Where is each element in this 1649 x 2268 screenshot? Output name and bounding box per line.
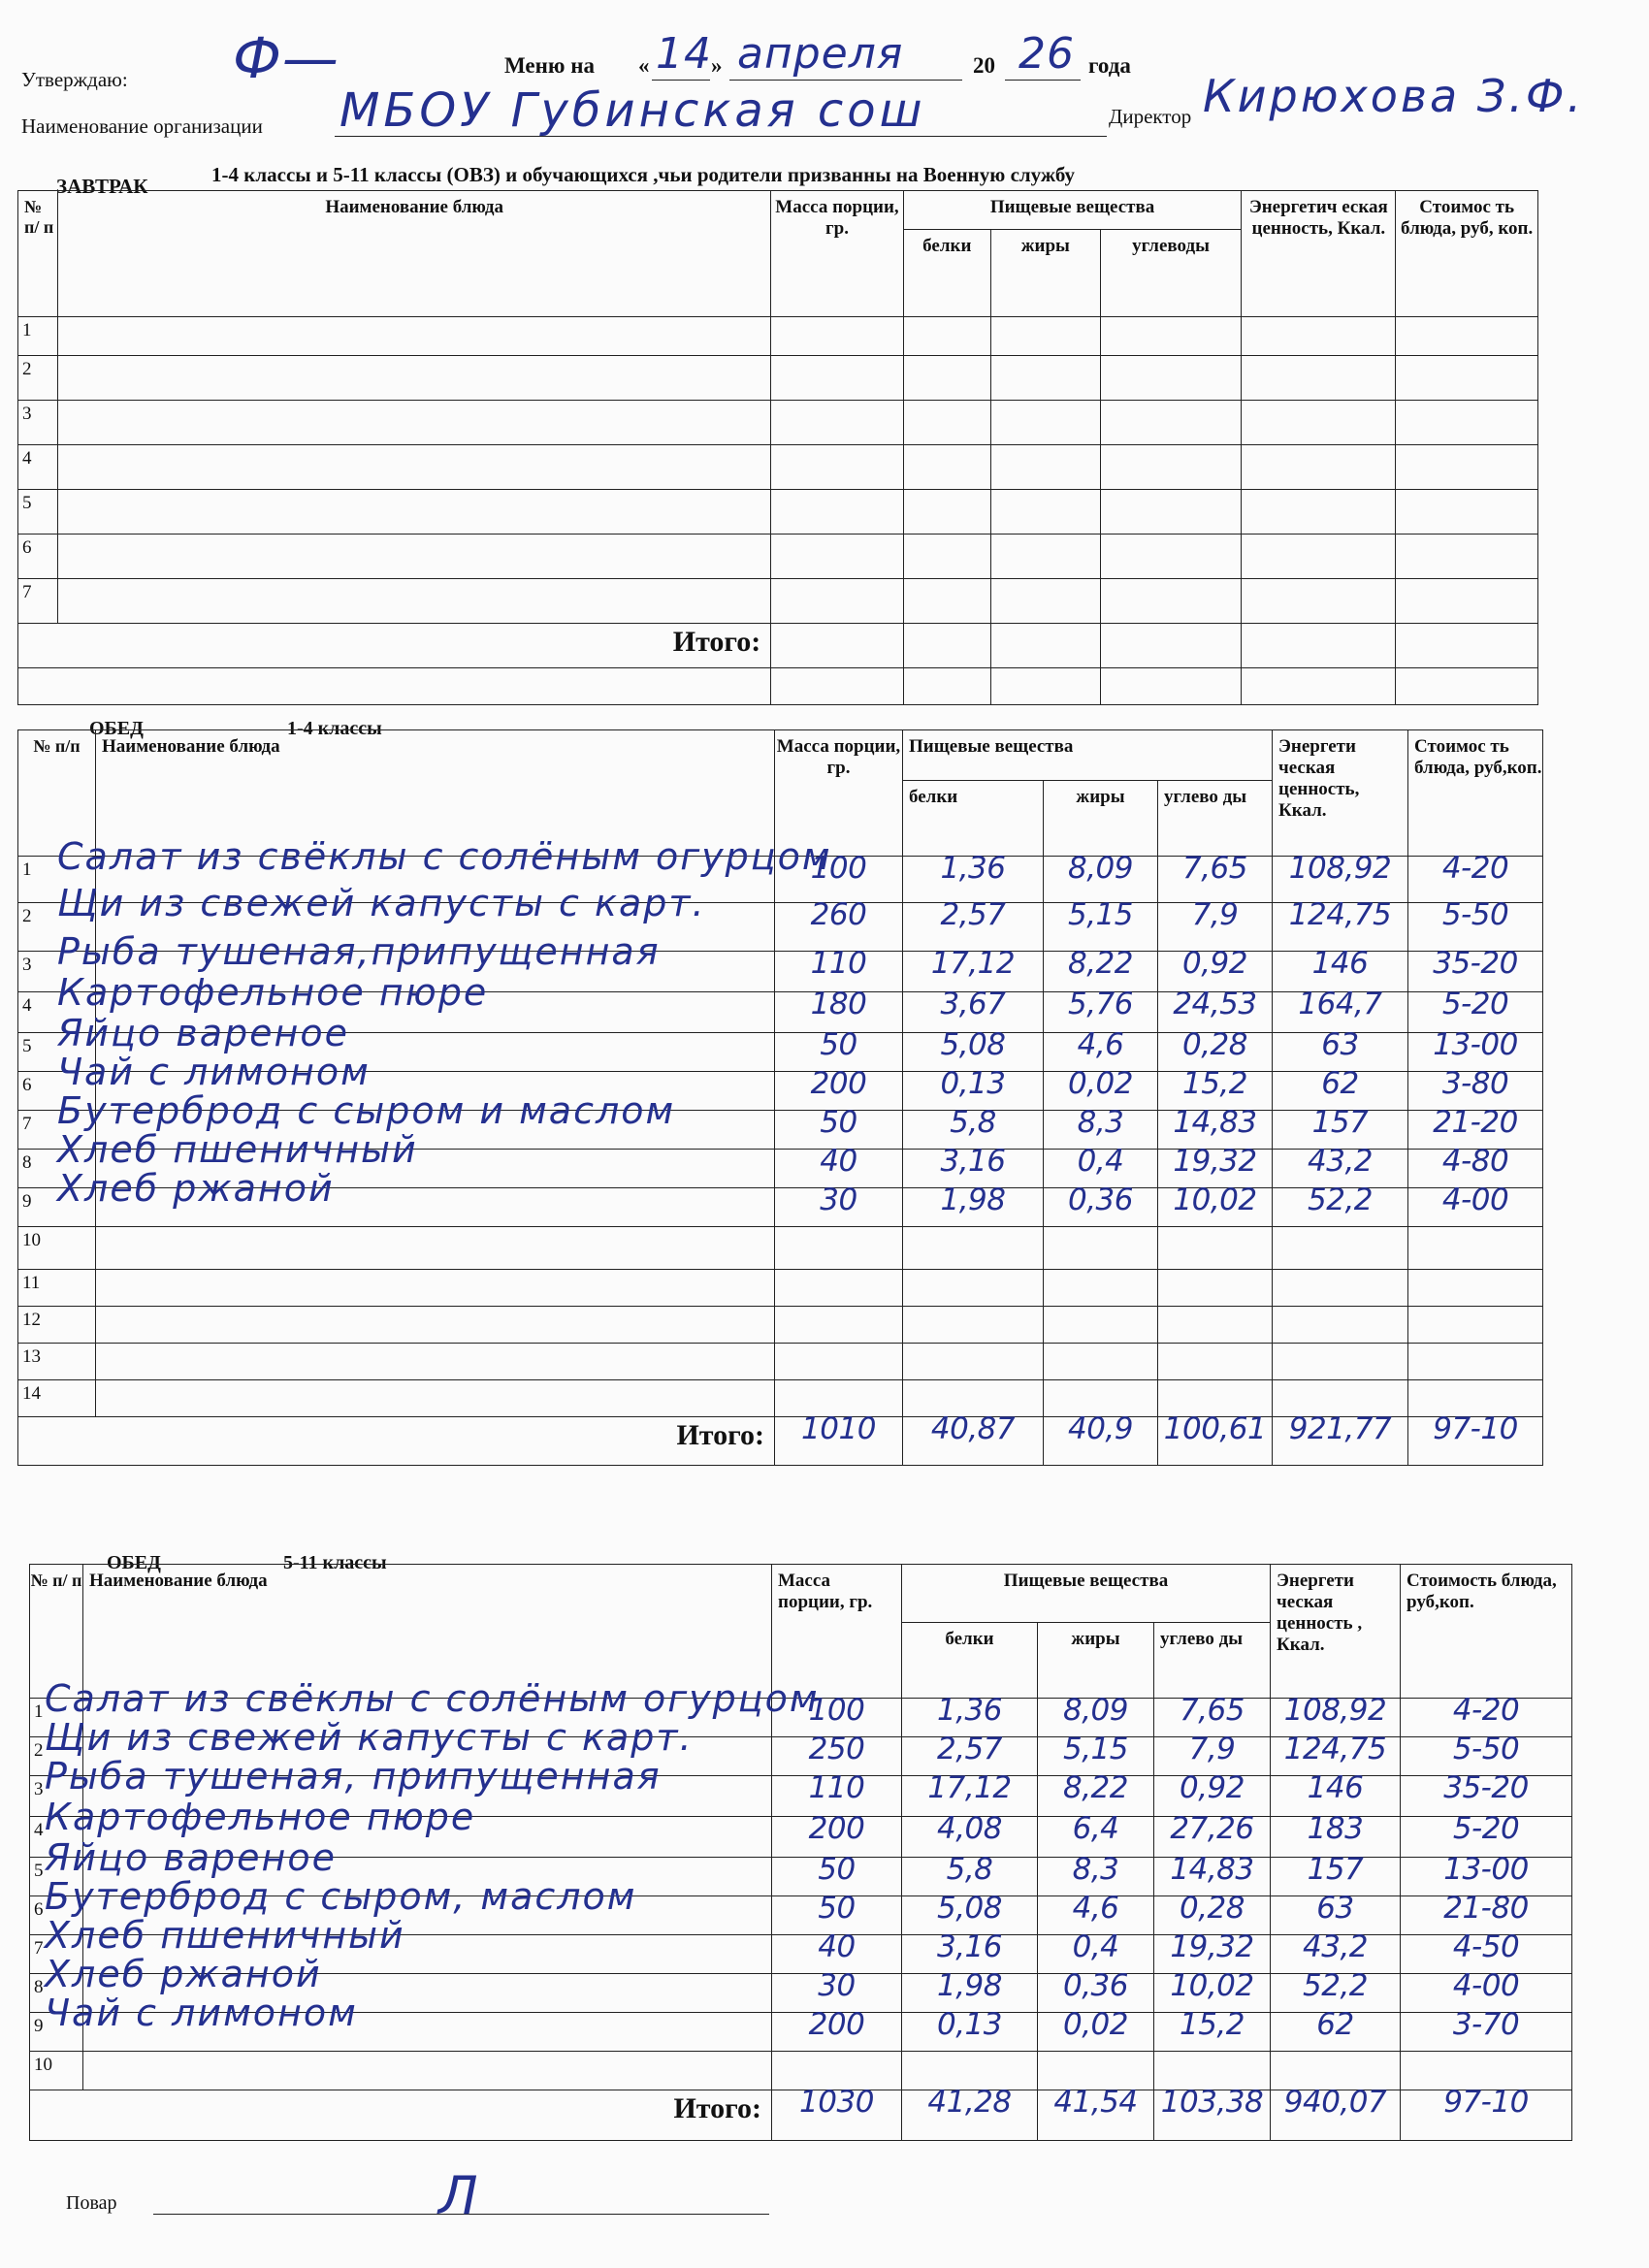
table-row: 7 <box>18 579 1538 624</box>
dish-name: Чай с лимоном <box>83 2013 772 2052</box>
row-number: 11 <box>18 1270 96 1307</box>
dish-name: Чай с лимоном <box>96 1072 775 1111</box>
dish-cost: 5-50 <box>1408 903 1543 952</box>
total-cost: 97-10 <box>1401 2090 1572 2141</box>
dish-carbs: 24,53 <box>1158 992 1273 1033</box>
dish-protein <box>903 1307 1044 1344</box>
dish-carbs: 7,9 <box>1154 1737 1271 1776</box>
row-number: 5 <box>18 1033 96 1072</box>
dish-protein: 1,36 <box>902 1699 1038 1737</box>
row-number: 6 <box>30 1896 83 1935</box>
dish-mass: 250 <box>772 1737 902 1776</box>
dish-fat: 0,4 <box>1044 1150 1158 1188</box>
breakfast-table <box>17 190 1538 705</box>
col-protein: белки <box>902 1623 1038 1699</box>
table-row <box>18 1344 1543 1380</box>
dish-mass <box>775 1270 903 1307</box>
dish-mass <box>775 1344 903 1380</box>
dish-name: Щи из свежей капусты с карт. <box>83 1737 772 1776</box>
dish-protein: 5,8 <box>903 1111 1044 1150</box>
dish-fat: 0,02 <box>1038 2013 1154 2052</box>
dish-mass <box>775 1227 903 1270</box>
org-value: МБОУ Губинская сош <box>340 83 926 138</box>
dish-protein: 1,98 <box>902 1974 1038 2013</box>
col-protein: белки <box>903 230 990 317</box>
dish-carbs: 10,02 <box>1158 1188 1273 1227</box>
dish-carbs: 15,2 <box>1158 1072 1273 1111</box>
dish-name <box>96 1307 775 1344</box>
row-number: 4 <box>18 992 96 1033</box>
dish-name: Картофельное пюре <box>83 1817 772 1858</box>
dish-energy: 146 <box>1271 1776 1401 1817</box>
col-energy: Энергетич еская ценность, Ккал. <box>1242 191 1396 317</box>
dish-carbs: 7,9 <box>1158 903 1273 952</box>
total-mass: 1030 <box>772 2090 902 2141</box>
dish-mass: 200 <box>772 1817 902 1858</box>
total-row <box>18 1417 1543 1466</box>
lunch14-section-desc: 1-4 классы <box>287 718 382 739</box>
year-prefix: 20 <box>973 53 995 78</box>
table-row: 3 <box>18 401 1538 445</box>
dish-name <box>96 1227 775 1270</box>
dish-cost: 4-20 <box>1401 1699 1572 1737</box>
col-name: Наименование блюда <box>83 1565 772 1699</box>
dish-mass: 180 <box>775 992 903 1033</box>
table-row <box>18 1270 1543 1307</box>
total-fat: 40,9 <box>1044 1417 1158 1466</box>
dish-protein: 0,13 <box>903 1072 1044 1111</box>
dish-name: Салат из свёклы с солёным огурцом <box>83 1699 772 1737</box>
dish-energy: 108,92 <box>1273 857 1408 903</box>
dish-name: Щи из свежей капусты с карт. <box>96 903 775 952</box>
dish-protein: 17,12 <box>903 952 1044 992</box>
dish-energy <box>1273 1270 1408 1307</box>
dish-carbs: 19,32 <box>1154 1935 1271 1974</box>
dish-fat: 0,4 <box>1038 1935 1154 1974</box>
dish-name: Бутерброд с сыром, маслом <box>83 1896 772 1935</box>
dish-name: Хлеб пшеничный <box>83 1935 772 1974</box>
total-carbs: 103,38 <box>1154 2090 1271 2141</box>
dish-energy: 63 <box>1273 1033 1408 1072</box>
dish-carbs: 7,65 <box>1154 1699 1271 1737</box>
dish-protein <box>903 1270 1044 1307</box>
col-name: Наименование блюда <box>58 191 771 317</box>
dish-cost <box>1408 1270 1543 1307</box>
dish-mass <box>775 1307 903 1344</box>
dish-fat: 5,15 <box>1038 1737 1154 1776</box>
col-nutrients: Пищевые вещества <box>903 191 1242 230</box>
row-number: 1 <box>18 857 96 903</box>
director-value: Кирюхова З.Ф. <box>1203 70 1585 122</box>
col-carbs: углево ды <box>1158 781 1273 857</box>
dish-energy: 157 <box>1271 1858 1401 1896</box>
row-number: 2 <box>30 1737 83 1776</box>
dish-energy: 63 <box>1271 1896 1401 1935</box>
dish-name: Картофельное пюре <box>96 992 775 1033</box>
total-mass: 1010 <box>775 1417 903 1466</box>
dish-carbs <box>1158 1227 1273 1270</box>
col-fat: жиры <box>1044 781 1158 857</box>
director-label: Директор <box>1109 105 1192 128</box>
dish-cost: 4-80 <box>1408 1150 1543 1188</box>
dish-mass: 50 <box>775 1033 903 1072</box>
row-number: 1 <box>30 1699 83 1737</box>
dish-fat: 5,15 <box>1044 903 1158 952</box>
table-row: 2 <box>18 356 1538 401</box>
dish-mass: 100 <box>772 1699 902 1737</box>
table-row: 4 <box>18 445 1538 490</box>
dish-name: Яйцо вареное <box>83 1858 772 1896</box>
col-num: № п/ п <box>18 191 58 317</box>
dish-cost: 4-00 <box>1408 1188 1543 1227</box>
dish-protein: 17,12 <box>902 1776 1038 1817</box>
dish-mass: 110 <box>775 952 903 992</box>
table-row: 6 <box>18 535 1538 579</box>
col-fat: жиры <box>990 230 1100 317</box>
col-nutrients: Пищевые вещества <box>902 1565 1271 1623</box>
dish-carbs: 14,83 <box>1154 1858 1271 1896</box>
dish-cost: 13-00 <box>1401 1858 1572 1896</box>
dish-fat: 5,76 <box>1044 992 1158 1033</box>
dish-energy: 146 <box>1273 952 1408 992</box>
dish-fat: 0,36 <box>1038 1974 1154 2013</box>
total-fat: 41,54 <box>1038 2090 1154 2141</box>
dish-energy: 52,2 <box>1273 1188 1408 1227</box>
dish-energy: 157 <box>1273 1111 1408 1150</box>
dish-carbs: 0,28 <box>1158 1033 1273 1072</box>
open-quote: « <box>638 53 650 78</box>
dish-mass: 50 <box>772 1896 902 1935</box>
lunch14-table <box>17 729 1543 1466</box>
dish-energy <box>1273 1344 1408 1380</box>
col-nutrients: Пищевые вещества <box>903 730 1273 781</box>
dish-protein: 1,98 <box>903 1188 1044 1227</box>
dish-cost: 5-20 <box>1408 992 1543 1033</box>
dish-fat: 6,4 <box>1038 1817 1154 1858</box>
total-label: Итого: <box>18 624 771 668</box>
dish-cost <box>1408 1227 1543 1270</box>
cook-label: Повар <box>66 2192 117 2214</box>
dish-energy: 62 <box>1273 1072 1408 1111</box>
dish-fat: 8,3 <box>1038 1858 1154 1896</box>
col-protein: белки <box>903 781 1044 857</box>
dish-protein: 3,67 <box>903 992 1044 1033</box>
row-number: 2 <box>18 903 96 952</box>
dish-mass: 50 <box>775 1111 903 1150</box>
year-suffix: 26 <box>1018 29 1075 79</box>
dish-protein: 5,08 <box>903 1033 1044 1072</box>
dish-name <box>96 1344 775 1380</box>
total-label: Итого: <box>18 1417 775 1466</box>
col-num: № п/п <box>18 730 96 857</box>
table-row <box>18 1188 1543 1227</box>
dish-cost: 13-00 <box>1408 1033 1543 1072</box>
col-mass: Масса порции, гр. <box>772 1565 902 1699</box>
dish-cost <box>1408 1344 1543 1380</box>
approve-signature: Ф— <box>233 25 340 91</box>
approve-label: Утверждаю: <box>21 68 128 91</box>
dish-fat: 8,22 <box>1044 952 1158 992</box>
dish-mass: 50 <box>772 1858 902 1896</box>
year-word: года <box>1088 53 1131 78</box>
total-protein: 40,87 <box>903 1417 1044 1466</box>
dish-cost: 5-50 <box>1401 1737 1572 1776</box>
dish-cost: 4-20 <box>1408 857 1543 903</box>
dish-cost: 35-20 <box>1401 1776 1572 1817</box>
row-number: 8 <box>30 1974 83 2013</box>
dish-carbs: 10,02 <box>1154 1974 1271 2013</box>
dish-mass: 30 <box>772 1974 902 2013</box>
dish-name <box>96 1270 775 1307</box>
row-number: 9 <box>18 1188 96 1227</box>
lunch511-section-desc: 5-11 классы <box>283 1552 387 1573</box>
row-number: 10 <box>30 2052 83 2090</box>
dish-name <box>83 2052 772 2090</box>
row-number: 13 <box>18 1344 96 1380</box>
dish-name: Хлеб ржаной <box>96 1188 775 1227</box>
close-quote: » <box>711 53 723 78</box>
dish-fat: 0,36 <box>1044 1188 1158 1227</box>
row-number: 6 <box>18 1072 96 1111</box>
table-row: 5 <box>18 490 1538 535</box>
dish-energy: 164,7 <box>1273 992 1408 1033</box>
dish-energy: 43,2 <box>1271 1935 1401 1974</box>
dish-name: Хлеб пшеничный <box>96 1150 775 1188</box>
dish-name: Яйцо вареное <box>96 1033 775 1072</box>
col-name: Наименование блюда <box>96 730 775 857</box>
menu-prefix: Меню на <box>504 53 595 78</box>
dish-cost: 3-70 <box>1401 2013 1572 2052</box>
dish-name: Бутерброд с сыром и маслом <box>96 1111 775 1150</box>
dish-energy: 62 <box>1271 2013 1401 2052</box>
dish-carbs: 27,26 <box>1154 1817 1271 1858</box>
dish-name: Салат из свёклы с солёным огурцом <box>96 857 775 903</box>
dish-energy: 183 <box>1271 1817 1401 1858</box>
dish-cost <box>1408 1307 1543 1344</box>
dish-energy: 52,2 <box>1271 1974 1401 2013</box>
dish-protein: 5,8 <box>902 1858 1038 1896</box>
dish-fat <box>1044 1270 1158 1307</box>
dish-carbs: 0,92 <box>1154 1776 1271 1817</box>
dish-fat <box>1044 1307 1158 1344</box>
org-label: Наименование организации <box>21 114 263 138</box>
total-energy: 940,07 <box>1271 2090 1401 2141</box>
row-number: 12 <box>18 1307 96 1344</box>
dish-carbs <box>1158 1270 1273 1307</box>
dish-carbs: 19,32 <box>1158 1150 1273 1188</box>
row-number: 3 <box>18 952 96 992</box>
total-protein: 41,28 <box>902 2090 1038 2141</box>
row-number: 5 <box>30 1858 83 1896</box>
dish-protein: 3,16 <box>902 1935 1038 1974</box>
dish-fat <box>1044 1344 1158 1380</box>
total-row <box>30 2090 1572 2141</box>
dish-mass: 110 <box>772 1776 902 1817</box>
table-row <box>18 1227 1543 1270</box>
total-carbs: 100,61 <box>1158 1417 1273 1466</box>
row-number: 3 <box>30 1776 83 1817</box>
dish-carbs: 0,92 <box>1158 952 1273 992</box>
row-number: 7 <box>18 1111 96 1150</box>
dish-protein: 3,16 <box>903 1150 1044 1188</box>
row-number: 4 <box>30 1817 83 1858</box>
col-mass: Масса порции, гр. <box>771 191 903 317</box>
total-energy: 921,77 <box>1273 1417 1408 1466</box>
dish-fat: 8,3 <box>1044 1111 1158 1150</box>
dish-energy <box>1273 1307 1408 1344</box>
dish-protein: 2,57 <box>903 903 1044 952</box>
total-cost: 97-10 <box>1408 1417 1543 1466</box>
col-mass: Масса порции, гр. <box>775 730 903 857</box>
dish-cost: 3-80 <box>1408 1072 1543 1111</box>
dish-carbs: 14,83 <box>1158 1111 1273 1150</box>
total-row <box>18 624 1538 668</box>
row-number: 8 <box>18 1150 96 1188</box>
dish-protein <box>903 1227 1044 1270</box>
row-number: 10 <box>18 1227 96 1270</box>
row-number: 9 <box>30 2013 83 2052</box>
col-carbs: углеводы <box>1100 230 1242 317</box>
dish-mass: 40 <box>772 1935 902 1974</box>
table-row: 1 <box>18 317 1538 356</box>
col-cost: Стоимость блюда, руб,коп. <box>1401 1565 1572 1699</box>
dish-cost: 5-20 <box>1401 1817 1572 1858</box>
col-fat: жиры <box>1038 1623 1154 1699</box>
dish-fat: 8,22 <box>1038 1776 1154 1817</box>
menu-day: 14 <box>656 29 712 79</box>
dish-fat: 8,09 <box>1038 1699 1154 1737</box>
dish-protein: 0,13 <box>902 2013 1038 2052</box>
col-cost: Стоимос ть блюда, руб,коп. <box>1408 730 1543 857</box>
dish-name: Рыба тушеная,припущенная <box>96 952 775 992</box>
table-row <box>30 2013 1572 2052</box>
breakfast-section-label: ЗАВТРАК <box>56 175 148 198</box>
lunch511-table <box>29 1564 1572 2141</box>
dish-carbs <box>1158 1344 1273 1380</box>
dish-cost: 4-50 <box>1401 1935 1572 1974</box>
breakfast-section-desc: 1-4 классы и 5-11 классы (ОВЗ) и обучающихся ,чьи родители призванны на Военную службу <box>211 163 1076 186</box>
dish-protein <box>903 1344 1044 1380</box>
row-number: 14 <box>18 1380 96 1417</box>
dish-carbs: 7,65 <box>1158 857 1273 903</box>
dish-carbs <box>1158 1307 1273 1344</box>
col-energy: Энергети ческая ценность , Ккал. <box>1271 1565 1401 1699</box>
dish-name <box>96 1380 775 1417</box>
dish-mass: 30 <box>775 1188 903 1227</box>
dish-cost: 21-20 <box>1408 1111 1543 1150</box>
dish-energy <box>1273 1227 1408 1270</box>
dish-mass: 200 <box>775 1072 903 1111</box>
total-label: Итого: <box>30 2090 772 2141</box>
lunch14-section-label: ОБЕД <box>89 718 144 739</box>
dish-energy: 108,92 <box>1271 1699 1401 1737</box>
lunch511-section-label: ОБЕД <box>107 1552 161 1573</box>
dish-fat <box>1044 1227 1158 1270</box>
table-row <box>18 1307 1543 1344</box>
dish-protein: 2,57 <box>902 1737 1038 1776</box>
dish-name: Рыба тушеная, припущенная <box>83 1776 772 1817</box>
dish-cost: 35-20 <box>1408 952 1543 992</box>
dish-mass: 200 <box>772 2013 902 2052</box>
row-number: 7 <box>30 1935 83 1974</box>
dish-fat: 8,09 <box>1044 857 1158 903</box>
dish-protein: 4,08 <box>902 1817 1038 1858</box>
dish-protein: 5,08 <box>902 1896 1038 1935</box>
dish-energy: 124,75 <box>1271 1737 1401 1776</box>
dish-mass: 40 <box>775 1150 903 1188</box>
dish-cost: 4-00 <box>1401 1974 1572 2013</box>
dish-protein: 1,36 <box>903 857 1044 903</box>
dish-fat: 4,6 <box>1038 1896 1154 1935</box>
menu-month: апреля <box>737 29 904 79</box>
dish-energy: 124,75 <box>1273 903 1408 952</box>
dish-energy: 43,2 <box>1273 1150 1408 1188</box>
dish-carbs: 0,28 <box>1154 1896 1271 1935</box>
dish-mass: 100 <box>775 857 903 903</box>
cook-signature: Л <box>438 2165 479 2226</box>
col-num: № п/ п <box>30 1565 83 1699</box>
dish-fat: 4,6 <box>1044 1033 1158 1072</box>
col-cost: Стоимос ть блюда, руб, коп. <box>1396 191 1538 317</box>
dish-mass: 260 <box>775 903 903 952</box>
dish-fat: 0,02 <box>1044 1072 1158 1111</box>
col-energy: Энергети ческая ценность, Ккал. <box>1273 730 1408 857</box>
dish-carbs: 15,2 <box>1154 2013 1271 2052</box>
col-carbs: углево ды <box>1154 1623 1271 1699</box>
dish-cost: 21-80 <box>1401 1896 1572 1935</box>
dish-name: Хлеб ржаной <box>83 1974 772 2013</box>
